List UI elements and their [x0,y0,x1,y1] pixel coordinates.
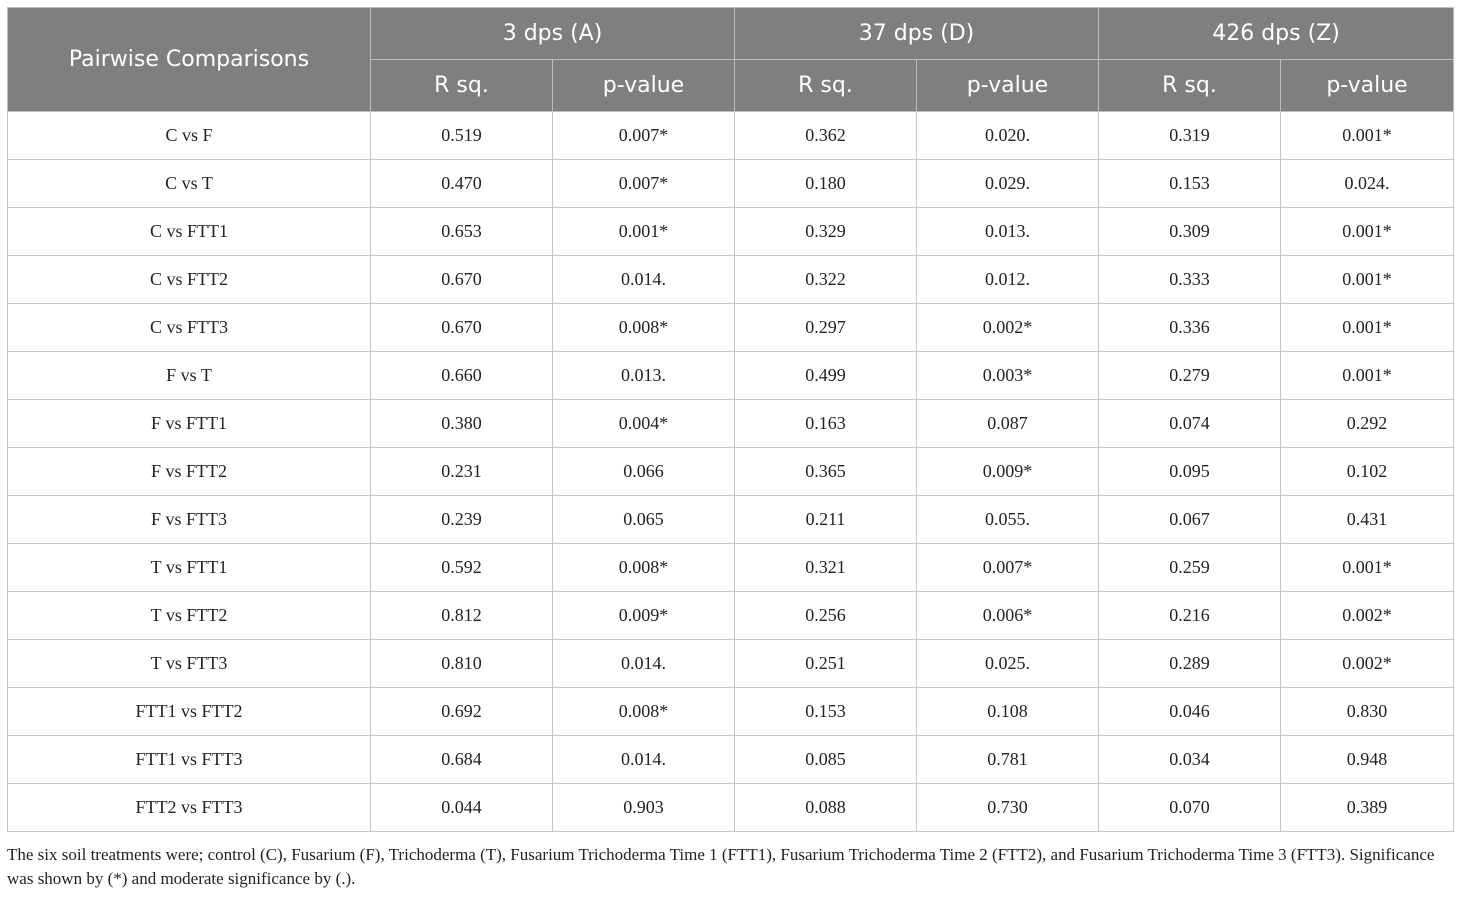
rsq-cell: 0.070 [1099,784,1281,832]
pvalue-cell: 0.007* [917,544,1099,592]
rsq-cell: 0.239 [371,496,553,544]
comparison-cell: F vs FTT1 [8,400,371,448]
pvalue-cell: 0.055. [917,496,1099,544]
rsq-cell: 0.336 [1099,304,1281,352]
pvalue-cell: 0.001* [1281,544,1454,592]
rsq-cell: 0.660 [371,352,553,400]
pvalue-cell: 0.065 [553,496,735,544]
rsq-cell: 0.692 [371,688,553,736]
header-group-3dps: 3 dps (A) [371,8,735,60]
rsq-cell: 0.095 [1099,448,1281,496]
table-row [8,400,1454,448]
pvalue-cell: 0.003* [917,352,1099,400]
rsq-cell: 0.380 [371,400,553,448]
pvalue-cell: 0.009* [553,592,735,640]
pvalue-cell: 0.730 [917,784,1099,832]
pvalue-cell: 0.020. [917,112,1099,160]
pvalue-cell: 0.007* [553,112,735,160]
header-pvalue: p-value [917,60,1099,112]
pvalue-cell: 0.014. [553,736,735,784]
table-row [8,256,1454,304]
pvalue-cell: 0.002* [917,304,1099,352]
header-group-426dps: 426 dps (Z) [1099,8,1454,60]
comparison-cell: F vs T [8,352,371,400]
rsq-cell: 0.289 [1099,640,1281,688]
table-row [8,784,1454,832]
pvalue-cell: 0.389 [1281,784,1454,832]
rsq-cell: 0.592 [371,544,553,592]
pvalue-cell: 0.007* [553,160,735,208]
rsq-cell: 0.046 [1099,688,1281,736]
table-row [8,208,1454,256]
rsq-cell: 0.470 [371,160,553,208]
header-pairwise-comparisons: Pairwise Comparisons [8,8,371,112]
header-pvalue: p-value [553,60,735,112]
table-row [8,448,1454,496]
pvalue-cell: 0.004* [553,400,735,448]
pvalue-cell: 0.001* [1281,352,1454,400]
pvalue-cell: 0.008* [553,688,735,736]
rsq-cell: 0.365 [735,448,917,496]
comparison-cell: T vs FTT3 [8,640,371,688]
pvalue-cell: 0.006* [917,592,1099,640]
pvalue-cell: 0.066 [553,448,735,496]
rsq-cell: 0.812 [371,592,553,640]
rsq-cell: 0.519 [371,112,553,160]
rsq-cell: 0.251 [735,640,917,688]
rsq-cell: 0.034 [1099,736,1281,784]
table-row [8,304,1454,352]
rsq-cell: 0.088 [735,784,917,832]
rsq-cell: 0.074 [1099,400,1281,448]
rsq-cell: 0.309 [1099,208,1281,256]
comparison-cell: C vs T [8,160,371,208]
pvalue-cell: 0.001* [1281,112,1454,160]
header-rsq: R sq. [371,60,553,112]
comparison-cell: C vs F [8,112,371,160]
table-row [8,592,1454,640]
table-row [8,736,1454,784]
pvalue-cell: 0.087 [917,400,1099,448]
pvalue-cell: 0.012. [917,256,1099,304]
rsq-cell: 0.333 [1099,256,1281,304]
comparison-cell: T vs FTT2 [8,592,371,640]
pvalue-cell: 0.102 [1281,448,1454,496]
table-row [8,352,1454,400]
pvalue-cell: 0.001* [1281,256,1454,304]
pvalue-cell: 0.014. [553,256,735,304]
pvalue-cell: 0.025. [917,640,1099,688]
rsq-cell: 0.322 [735,256,917,304]
pvalue-cell: 0.008* [553,544,735,592]
comparison-cell: FTT2 vs FTT3 [8,784,371,832]
header-rsq: R sq. [1099,60,1281,112]
rsq-cell: 0.297 [735,304,917,352]
rsq-cell: 0.329 [735,208,917,256]
pvalue-cell: 0.013. [917,208,1099,256]
rsq-cell: 0.256 [735,592,917,640]
table-row [8,640,1454,688]
pvalue-cell: 0.781 [917,736,1099,784]
header-row-groups [8,8,1454,60]
pvalue-cell: 0.948 [1281,736,1454,784]
pvalue-cell: 0.903 [553,784,735,832]
rsq-cell: 0.810 [371,640,553,688]
rsq-cell: 0.153 [1099,160,1281,208]
pvalue-cell: 0.002* [1281,640,1454,688]
rsq-cell: 0.684 [371,736,553,784]
pvalue-cell: 0.292 [1281,400,1454,448]
rsq-cell: 0.279 [1099,352,1281,400]
pvalue-cell: 0.029. [917,160,1099,208]
rsq-cell: 0.044 [371,784,553,832]
rsq-cell: 0.321 [735,544,917,592]
rsq-cell: 0.362 [735,112,917,160]
rsq-cell: 0.163 [735,400,917,448]
rsq-cell: 0.153 [735,688,917,736]
comparison-cell: FTT1 vs FTT3 [8,736,371,784]
pvalue-cell: 0.001* [1281,208,1454,256]
table-row [8,160,1454,208]
header-pvalue: p-value [1281,60,1454,112]
comparison-cell: C vs FTT3 [8,304,371,352]
rsq-cell: 0.670 [371,256,553,304]
comparison-cell: F vs FTT3 [8,496,371,544]
rsq-cell: 0.085 [735,736,917,784]
table-body [8,112,1454,832]
header-rsq: R sq. [735,60,917,112]
rsq-cell: 0.067 [1099,496,1281,544]
pvalue-cell: 0.001* [1281,304,1454,352]
pvalue-cell: 0.001* [553,208,735,256]
pvalue-cell: 0.009* [917,448,1099,496]
rsq-cell: 0.499 [735,352,917,400]
pvalue-cell: 0.830 [1281,688,1454,736]
pvalue-cell: 0.013. [553,352,735,400]
table-row [8,544,1454,592]
table-header [8,8,1454,112]
comparison-cell: FTT1 vs FTT2 [8,688,371,736]
pvalue-cell: 0.024. [1281,160,1454,208]
table-row [8,496,1454,544]
rsq-cell: 0.216 [1099,592,1281,640]
pvalue-cell: 0.002* [1281,592,1454,640]
rsq-cell: 0.259 [1099,544,1281,592]
pvalue-cell: 0.431 [1281,496,1454,544]
rsq-cell: 0.670 [371,304,553,352]
rsq-cell: 0.180 [735,160,917,208]
rsq-cell: 0.319 [1099,112,1281,160]
pvalue-cell: 0.108 [917,688,1099,736]
table-row [8,688,1454,736]
comparison-cell: C vs FTT1 [8,208,371,256]
comparison-cell: C vs FTT2 [8,256,371,304]
pvalue-cell: 0.008* [553,304,735,352]
pvalue-cell: 0.014. [553,640,735,688]
rsq-cell: 0.231 [371,448,553,496]
rsq-cell: 0.211 [735,496,917,544]
header-group-37dps: 37 dps (D) [735,8,1099,60]
comparison-cell: F vs FTT2 [8,448,371,496]
results-table [7,7,1454,832]
comparison-cell: T vs FTT1 [8,544,371,592]
table-footnote: The six soil treatments were; control (C), Fusarium (F), Trichoderma (T), Fusarium Trichoderma Time 1 (FTT1), Fusarium Trichoderma Time 2 (FTT2), and Fusarium Trichoderma Time 3 (FTT3). Significance was shown by (*) and moderate significance by (.). [7,845,1435,888]
rsq-cell: 0.653 [371,208,553,256]
table-row [8,112,1454,160]
